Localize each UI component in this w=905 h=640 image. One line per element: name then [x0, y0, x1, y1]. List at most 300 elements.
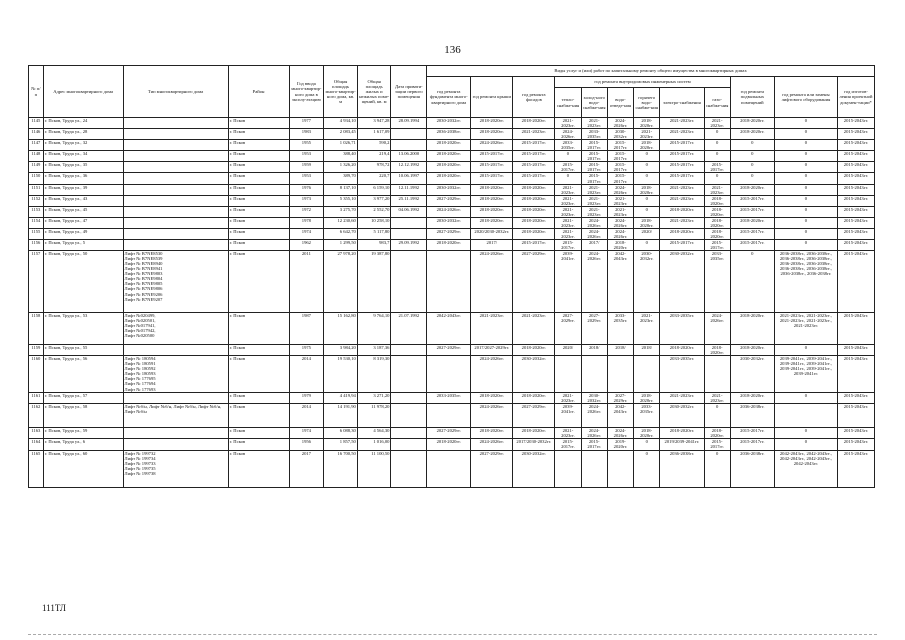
cell-gas: 0 [704, 151, 730, 162]
cell-living: 220,7 [357, 173, 391, 184]
cell-hot: 2020/ [634, 228, 660, 239]
internal-systems-header: год ремонта внутридомовых инженерных систем [555, 77, 730, 88]
repair-schedule-table [28, 65, 875, 488]
cell-living: 3 271,20 [357, 393, 391, 404]
cell-no: 1157 [29, 251, 44, 313]
cell-cold: 2015-2017гг. [581, 439, 607, 450]
col-foundation: год ремонта фундамента много-квартирного дома [427, 77, 471, 118]
cell-no: 1158 [29, 313, 44, 345]
cell-hot: 2018-2020гг. [634, 428, 660, 439]
cell-type [123, 195, 228, 206]
cell-base: 2018-2020гг. [730, 184, 774, 195]
col-sewer: водо-отведе-ния [607, 88, 633, 118]
cell-found [427, 450, 471, 487]
cell-heat: 2021-2023гг. [555, 393, 581, 404]
cell-heat: 2039-2041гг. [555, 251, 581, 313]
cell-roof: 2018-2020гг. [471, 118, 513, 129]
cell-lift: 2042-2043гг., 2042-2043гг., 2042-2043гг., 2042-2043гг., 2042-2043гг. [774, 450, 837, 487]
cell-total: 3 984,20 [324, 345, 358, 356]
cell-priv: 21.07.1992 [391, 313, 427, 345]
cell-gas: 2021-2023гг. [704, 184, 730, 195]
cell-type [123, 184, 228, 195]
cell-living: 10 258,10 [357, 217, 391, 228]
cell-gas: 2033-2035гг. [704, 251, 730, 313]
cell-priv [391, 450, 427, 487]
cell-sewer: 2030-2032гг. [607, 129, 633, 140]
cell-roof: 2018-2020гг. [471, 195, 513, 206]
cell-found [427, 251, 471, 313]
cell-address: г. Псков, Труда ул., 45 [43, 206, 123, 217]
cell-heat: 2039-2041гг. [555, 404, 581, 428]
cell-docs: 2015-2043гг. [837, 195, 874, 206]
cell-hot: 0 [634, 450, 660, 487]
cell-address: г. Псков, Труда ул., 43 [43, 195, 123, 206]
cell-gas: 0 [704, 173, 730, 184]
cell-no: 1163 [29, 428, 44, 439]
cell-sewer: 2015-2017гг. [607, 162, 633, 173]
cell-elec: 2021-2023гг. [660, 393, 704, 404]
cell-district: г. Псков [228, 129, 289, 140]
cell-no: 1164 [29, 439, 44, 450]
cell-type [123, 140, 228, 151]
cell-roof: 2015-2017гг. [471, 151, 513, 162]
cell-roof: 2017/ [471, 240, 513, 251]
cell-cold: 2015-2017гг. [581, 151, 607, 162]
cell-hot: 2018-2020гг. [634, 393, 660, 404]
cell-found: 2018-2020гг. [427, 151, 471, 162]
cell-roof: 2024-2026гг. [471, 404, 513, 428]
cell-address: г. Псков, Труда ул., 59 [43, 428, 123, 439]
col-type: Тип многоквартирного дома [123, 66, 228, 118]
works-header: Виды услуг и (или) работ по капитальному ремонту общего имущества в многоквартирных домах [427, 66, 875, 77]
cell-district: г. Псков [228, 356, 289, 393]
cell-facade: 2027-2029гг. [513, 251, 555, 313]
cell-district: г. Псков [228, 345, 289, 356]
cell-facade: 2021-2023гг. [513, 313, 555, 345]
cell-facade: 2015-2017гг. [513, 140, 555, 151]
cell-district: г. Псков [228, 118, 289, 129]
cell-heat: 0 [555, 173, 581, 184]
cell-hot: 0 [634, 162, 660, 173]
cell-found: 2033-2035гг. [427, 393, 471, 404]
cell-district: г. Псков [228, 439, 289, 450]
cell-address: г. Псков, Труда ул., 55 [43, 345, 123, 356]
cell-facade: 2018-2020гг. [513, 393, 555, 404]
cell-elec: 2019/2039-2041гг. [660, 439, 704, 450]
cell-hot: 2018-2020гг. [634, 140, 660, 151]
cell-address: г. Псков, Труда ул., 28 [43, 129, 123, 140]
cell-elec: 2021-2023гг. [660, 129, 704, 140]
cell-docs: 2015-2043гг. [837, 228, 874, 239]
cell-priv: 13.06.2000 [391, 151, 427, 162]
col-heat: тепло-снабже-ния [555, 88, 581, 118]
table-row [29, 206, 875, 217]
cell-found: 2027-2029гг. [427, 228, 471, 239]
cell-base: 2015-2017гг. [730, 240, 774, 251]
cell-year: 1979 [289, 393, 324, 404]
table-row [29, 140, 875, 151]
cell-base: 0 [730, 251, 774, 313]
cell-cold: 2024-2026гг. [581, 428, 607, 439]
cell-district: г. Псков [228, 404, 289, 428]
cell-gas [704, 356, 730, 393]
cell-address: г. Псков, Труда ул., 32 [43, 140, 123, 151]
cell-gas: 2018-2020гг. [704, 345, 730, 356]
cell-priv [391, 345, 427, 356]
cell-sewer: 2024-2026гг. [607, 184, 633, 195]
cell-type [123, 206, 228, 217]
cell-heat: 2020/ [555, 345, 581, 356]
cell-roof: 2018-2020гг. [471, 393, 513, 404]
cell-heat: 2021-2023гг. [555, 206, 581, 217]
col-cold: холод-ного водо-снабже-ния [581, 88, 607, 118]
table-row [29, 184, 875, 195]
table-row [29, 404, 875, 428]
cell-cold [581, 356, 607, 393]
table-row [29, 129, 875, 140]
cell-found: 2030-2032гг. [427, 184, 471, 195]
cell-docs: 2015-2043гг. [837, 129, 874, 140]
cell-total: 8 137,10 [324, 184, 358, 195]
cell-roof: 2024-2026гг. [471, 439, 513, 450]
cell-roof: 2020/2030-2032гг. [471, 228, 513, 239]
cell-lift: 0 [774, 345, 837, 356]
cell-elec: 2015-2017гг. [660, 162, 704, 173]
cell-total: 1 326,20 [324, 162, 358, 173]
cell-cold: 2015-2017гг. [581, 173, 607, 184]
cell-hot: 2021-2023гг. [634, 129, 660, 140]
cell-address: г. Псков, Труда ул., 39 [43, 184, 123, 195]
cell-living: 5 117,80 [357, 228, 391, 239]
cell-priv: 25.11.1992 [391, 195, 427, 206]
cell-roof: 2018-2020гг. [471, 184, 513, 195]
table-row [29, 195, 875, 206]
cell-type: Лифт №020499, Лифт №020501, Лифт №017941, Лифт №017942, Лифт №020500 [123, 313, 228, 345]
cell-living: 9 764,10 [357, 313, 391, 345]
cell-facade: 2021-2023гг. [513, 129, 555, 140]
cell-total: 4 419,94 [324, 393, 358, 404]
cell-sewer: 2024-2026гг. [607, 118, 633, 129]
cell-docs: 2015-2043гг. [837, 118, 874, 129]
cell-priv [391, 129, 427, 140]
cell-docs: 2015-2043гг. [837, 184, 874, 195]
cell-elec: 2015-2017гг. [660, 151, 704, 162]
cell-year: 1976 [289, 184, 324, 195]
cell-gas: 0 [704, 129, 730, 140]
cell-docs: 2015-2043гг. [837, 140, 874, 151]
cell-no: 1162 [29, 404, 44, 428]
cell-district: г. Псков [228, 173, 289, 184]
cell-heat: 2015-2017гг. [555, 240, 581, 251]
cell-base: 2030-2032гг. [730, 356, 774, 393]
cell-cold: 2021-2023гг. [581, 206, 607, 217]
col-year: Год ввода много-квартир-ного дома в эксплу-атацию [289, 66, 324, 118]
cell-facade: 2015-2017гг. [513, 173, 555, 184]
cell-type: Лифт № В7NЕ8530 Лифт № В7NЕ8539 Лифт № В7NЕ8940 Лифт № В7NЕ8941 Лифт № В7NЕ9803 Лифт № В7NЕ9804 Лифт № В7NЕ9805 Лифт № В7NЕ9806 Лифт № В7NЕ9206 Лифт № В7NЕ9207 [123, 251, 228, 313]
cell-elec: 2036-2038гг. [660, 450, 704, 487]
cell-no: 1150 [29, 173, 44, 184]
cell-year: 1953 [289, 173, 324, 184]
cell-district: г. Псков [228, 140, 289, 151]
cell-lift: 0 [774, 228, 837, 239]
cell-roof: 2018-2020гг. [471, 129, 513, 140]
cell-elec: 2018-2020гг. [660, 428, 704, 439]
cell-year: 2017 [289, 450, 324, 487]
cell-cold: 2027-2029гг. [581, 313, 607, 345]
cell-found: 2018-2020гг. [427, 240, 471, 251]
cell-base: 0 [730, 151, 774, 162]
cell-sewer: 2027-2029гг. [607, 393, 633, 404]
cell-facade: 2015-2017гг. [513, 151, 555, 162]
table-row [29, 217, 875, 228]
cell-year: 2014 [289, 356, 324, 393]
cell-base: 2036-2038гг. [730, 404, 774, 428]
cell-living: 6 159,10 [357, 184, 391, 195]
cell-cold: 2015-2017гг. [581, 162, 607, 173]
cell-living: 590,2 [357, 140, 391, 151]
cell-elec: 2030-2032гг. [660, 404, 704, 428]
cell-roof: 2015-2017гг. [471, 173, 513, 184]
cell-total: 6 642,70 [324, 228, 358, 239]
col-living-area: Общая площадь жилых и нежилых поме-щений, кв. м [357, 66, 391, 118]
cell-priv [391, 217, 427, 228]
cell-type: Лифт № 199732 Лифт № 199734 Лифт № 199733 Лифт № 199735 Лифт № 199738 [123, 450, 228, 487]
cell-elec: 2018-2020гг. [660, 228, 704, 239]
cell-address: г. Псков, Труда ул., 60 [43, 450, 123, 487]
cell-elec: 2021-2023гг. [660, 118, 704, 129]
cell-found: 2027-2029гг. [427, 428, 471, 439]
cell-year: 1972 [289, 206, 324, 217]
cell-total: 3 275,70 [324, 206, 358, 217]
cell-elec: 2021-2023гг. [660, 195, 704, 206]
cell-priv [391, 428, 427, 439]
cell-hot: 2033-2035гг. [634, 404, 660, 428]
cell-lift: 0 [774, 184, 837, 195]
col-docs: год изготов-ления проектной докумен-тации* [837, 77, 874, 118]
cell-address: г. Псков, Труда ул., 24 [43, 118, 123, 129]
cell-address: г. Псков, Труда ул., 50 [43, 251, 123, 313]
cell-docs: 2015-2043гг. [837, 217, 874, 228]
cell-gas: 0 [704, 404, 730, 428]
cell-district: г. Псков [228, 228, 289, 239]
cell-cold: 2017/ [581, 240, 607, 251]
cell-year: 1974 [289, 428, 324, 439]
cell-sewer: 2015-2017гг. [607, 151, 633, 162]
cell-address: г. Псков, Труда ул., 57 [43, 393, 123, 404]
cell-roof: 2015-2017гг. [471, 162, 513, 173]
cell-found: 2030-2032гг. [427, 217, 471, 228]
cell-hot: 0 [634, 240, 660, 251]
cell-heat: 2021-2023гг. [555, 118, 581, 129]
cell-roof: 2018-2020гг. [471, 217, 513, 228]
cell-gas: 2024-2026гг. [704, 313, 730, 345]
cell-sewer: 2024-2026гг. [607, 228, 633, 239]
cell-elec: 2018-2020гг. [660, 345, 704, 356]
cell-district: г. Псков [228, 240, 289, 251]
cell-hot: 0 [634, 439, 660, 450]
cell-no: 1165 [29, 450, 44, 487]
cell-year: 2014 [289, 404, 324, 428]
cell-docs: 2015-2043гг. [837, 251, 874, 313]
cell-total: 27 978,20 [324, 251, 358, 313]
cell-hot: 2018-2020гг. [634, 118, 660, 129]
cell-living: 4 564,30 [357, 428, 391, 439]
cell-cold: 2024-2026гг. [581, 404, 607, 428]
cell-cold: 2021-2023гг. [581, 118, 607, 129]
cell-type: Лифт №б/н, Лифт №б/н, Лифт №б/н, Лифт №б/н, Лифт №б/н [123, 404, 228, 428]
cell-elec: 2021-2023гг. [660, 184, 704, 195]
cell-address: г. Псков, Труда ул., 53 [43, 313, 123, 345]
cell-cold: 2024-2026гг. [581, 217, 607, 228]
col-lift: год ремонта или замены лифтового оборудования [774, 77, 837, 118]
cell-year: 2011 [289, 251, 324, 313]
cell-hot: 0 [634, 173, 660, 184]
cell-base: 2036-2038гг. [730, 450, 774, 487]
cell-sewer: 2021-2023гг. [607, 206, 633, 217]
table-row [29, 393, 875, 404]
cell-year: 1973 [289, 195, 324, 206]
cell-base: 2018-2020гг. [730, 217, 774, 228]
cell-roof: 2024-2026гг. [471, 140, 513, 151]
cell-cold: 2030-2032гг. [581, 393, 607, 404]
cell-lift: 0 [774, 151, 837, 162]
cell-cold: 2021-2023гг. [581, 195, 607, 206]
cell-year: 1983 [289, 129, 324, 140]
cell-heat: 2015-2017гг. [555, 439, 581, 450]
page-number: 136 [444, 44, 461, 56]
cell-sewer: 2024-2026гг. [607, 428, 633, 439]
cell-facade: 2015-2017гг. [513, 162, 555, 173]
cell-district: г. Псков [228, 195, 289, 206]
cell-living: 1 617,09 [357, 129, 391, 140]
cell-heat: 2021-2023гг. [555, 428, 581, 439]
cell-no: 1146 [29, 129, 44, 140]
cell-found: 2027-2029гг. [427, 345, 471, 356]
cell-type [123, 151, 228, 162]
cell-district: г. Псков [228, 313, 289, 345]
cell-total: 1 026,71 [324, 140, 358, 151]
table-row [29, 428, 875, 439]
table-row [29, 162, 875, 173]
cell-year: 1978 [289, 217, 324, 228]
cell-heat: 2021-2023гг. [555, 228, 581, 239]
cell-gas: 2018-2020гг. [704, 195, 730, 206]
cell-lift: 0 [774, 162, 837, 173]
cell-docs: 2015-2043гг. [837, 439, 874, 450]
cell-sewer: 2015-2017гг. [607, 173, 633, 184]
cell-address: г. Псков, Труда ул., 36 [43, 173, 123, 184]
cell-heat: 2024-2026гг. [555, 129, 581, 140]
cell-priv: 12.12.1992 [391, 162, 427, 173]
cell-found: 2018-2020гг. [427, 162, 471, 173]
cell-heat [555, 450, 581, 487]
cell-living: 3 977,20 [357, 195, 391, 206]
cell-lift: 2039-2041гг., 2039-2041гг., 2039-2041гг., 2039-2041гг., 2039-2041гг., 2039-2041гг., 2039-2041гг. [774, 356, 837, 393]
cell-no: 1148 [29, 151, 44, 162]
cell-lift: 0 [774, 173, 837, 184]
cell-base: 2015-2017гг. [730, 228, 774, 239]
table-row [29, 228, 875, 239]
cell-type [123, 118, 228, 129]
cell-lift: 0 [774, 240, 837, 251]
cell-base: 0 [730, 140, 774, 151]
cell-type [123, 393, 228, 404]
cell-roof: 2027-2029гг. [471, 450, 513, 487]
cell-address: г. Псков, Труда ул., 47 [43, 217, 123, 228]
cell-type [123, 345, 228, 356]
cell-facade: 2018-2020гг. [513, 118, 555, 129]
cell-cold: 2024-2026гг. [581, 251, 607, 313]
footer-note: 111ТЛ [42, 603, 66, 613]
cell-sewer: 2042-2043гг. [607, 404, 633, 428]
cell-docs: 2015-2043гг. [837, 173, 874, 184]
cell-no: 1160 [29, 356, 44, 393]
cell-no: 1145 [29, 118, 44, 129]
cell-district: г. Псков [228, 162, 289, 173]
col-district: Район [228, 66, 289, 118]
cell-priv [391, 140, 427, 151]
cell-base: 2018-2020гг. [730, 345, 774, 356]
cell-roof: 2018-2020гг. [471, 206, 513, 217]
cell-total: 6 088,30 [324, 428, 358, 439]
table-row [29, 313, 875, 345]
cell-sewer: 2015-2017гг. [607, 140, 633, 151]
cell-base: 2015-2017гг. [730, 439, 774, 450]
cell-heat: 2021-2023гг. [555, 184, 581, 195]
cell-base: 2015-2017гг. [730, 206, 774, 217]
cell-found: 2024-2026гг. [427, 206, 471, 217]
cell-roof: 2021-2023гг. [471, 313, 513, 345]
cell-year: 1959 [289, 162, 324, 173]
cell-base: 2018-2020гг. [730, 129, 774, 140]
cell-total: 14 191,90 [324, 404, 358, 428]
cell-living: 2 552,70 [357, 206, 391, 217]
cell-no: 1154 [29, 217, 44, 228]
cell-priv [391, 393, 427, 404]
col-hot: горячего водо-снабже-ния [634, 88, 660, 118]
cell-hot [634, 356, 660, 393]
cell-type [123, 240, 228, 251]
cell-sewer: 2024-2026гг. [607, 217, 633, 228]
cell-total: 389,70 [324, 173, 358, 184]
cell-gas: 2015-2017гг. [704, 439, 730, 450]
table-row [29, 439, 875, 450]
cell-docs: 2015-2043гг. [837, 151, 874, 162]
cell-base: 2018-2020гг. [730, 118, 774, 129]
cell-hot: 2021-2023гг. [634, 313, 660, 345]
cell-found [427, 404, 471, 428]
cell-facade: 2018-2020гг. [513, 206, 555, 217]
cell-base: 2018-2020гг. [730, 393, 774, 404]
cell-found: 2018-2020гг. [427, 439, 471, 450]
cell-facade: 2018-2020гг. [513, 228, 555, 239]
cell-sewer: 2042-2043гг. [607, 251, 633, 313]
cell-address: г. Псков, Труда ул., 5 [43, 240, 123, 251]
cell-base: 0 [730, 162, 774, 173]
cell-sewer [607, 356, 633, 393]
cell-cold: 2021-2023гг. [581, 184, 607, 195]
cell-docs: 2015-2043гг. [837, 240, 874, 251]
table-row [29, 345, 875, 356]
cell-no: 1156 [29, 240, 44, 251]
cell-sewer: 2033-2035гг. [607, 313, 633, 345]
cell-gas: 2021-2023гг. [704, 393, 730, 404]
cell-docs: 2015-2043гг. [837, 313, 874, 345]
cell-priv: 04.06.1992 [391, 206, 427, 217]
cell-lift: 0 [774, 439, 837, 450]
cell-gas: 2015-2017гг. [704, 240, 730, 251]
cell-living: 3 947,28 [357, 118, 391, 129]
